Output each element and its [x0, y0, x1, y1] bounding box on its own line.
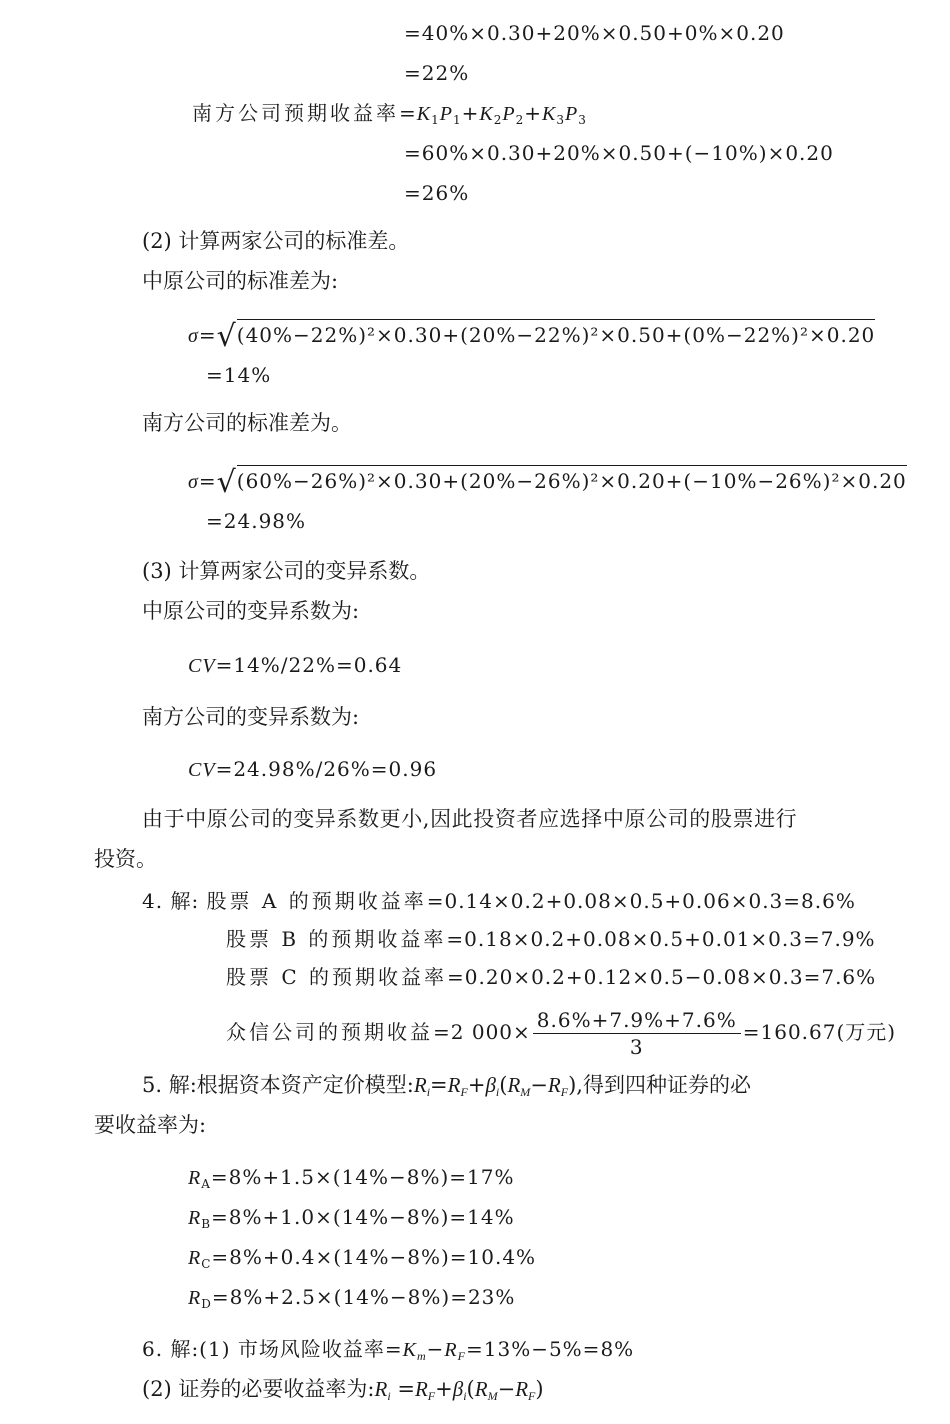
q5-lead: 5. 解:根据资本资产定价模型:	[142, 1073, 414, 1097]
zy-sigma-result: =14%	[206, 363, 272, 387]
q4-lead: 4. 解:	[142, 889, 200, 913]
nf-sigma-result: =24.98%	[206, 509, 307, 533]
nf-calc-values: =60%×0.30+20%×0.50+(−10%)×0.20	[404, 141, 834, 165]
zy-sigma-formula: σ=√(40%−22%)²×0.30+(20%−22%)²×0.50+(0%−22%)²×0.20	[188, 319, 876, 354]
q6-lead: 6. 解:(1) 市场风险收益率	[142, 1337, 385, 1361]
q6-line1	[142, 1334, 634, 1365]
zy-sigma-expr: (40%−22%)²×0.30+(20%−22%)²×0.50+(0%−22%)²×0.20	[237, 319, 876, 350]
q5-capm: $R_i=R_F+\beta_i(R_M-R_F)$	[413, 1073, 577, 1099]
s3-conclusion-line1: 由于中原公司的变异系数更小,因此投资者应选择中原公司的股票进行	[142, 807, 798, 831]
nf-formula-line	[192, 98, 587, 129]
q6-p2: (2) 证券的必要收益率为:	[142, 1377, 375, 1401]
q5-tail: ,得到四种证券的必	[576, 1073, 751, 1097]
nf-expected-return: =26%	[404, 181, 470, 205]
q5-rd: $R_D=8\%+2.5\times(14\%-8\%)=23\%$	[188, 1285, 516, 1311]
q4-line-a	[142, 886, 856, 916]
q6-line2	[142, 1374, 544, 1404]
s2-zy-intro: 中原公司的标准差为:	[142, 269, 339, 293]
q6-p2-formula: $R_i =R_F+\beta_i(R_M-R_F)$	[374, 1377, 544, 1403]
q4-fraction	[533, 1007, 741, 1060]
q4-line-b	[226, 924, 876, 954]
s3-nf-intro: 南方公司的变异系数为:	[142, 705, 360, 729]
s3-heading: (3) 计算两家公司的变异系数。	[142, 559, 431, 583]
q4-c-calc: =0.20×0.2+0.12×0.5−0.08×0.3=7.6%	[447, 965, 877, 989]
q4-b-label: 股票 B 的预期收益率	[226, 927, 447, 951]
q4-a-calc: =0.14×0.2+0.08×0.5+0.06×0.3=8.6%	[426, 889, 856, 913]
zy-calc-values: =40%×0.30+20%×0.50+0%×0.20	[404, 21, 785, 45]
q6-mrp: $=K_m-R_F=13\%-5\%=8\%$	[384, 1337, 635, 1363]
q5-rc: $R_C=8\%+0.4\times(14\%-8\%)=10.4\%$	[188, 1245, 537, 1271]
nf-sigma-expr: (60%−26%)²×0.30+(20%−26%)²×0.20+(−10%−26%)²×0.20	[237, 465, 907, 496]
nf-label: 南方公司预期收益率	[192, 101, 399, 125]
s2-nf-intro: 南方公司的标准差为。	[142, 411, 352, 435]
q4-c-label: 股票 C 的预期收益率	[226, 965, 448, 989]
nf-cv: CV=24.98%/26%=0.96	[188, 757, 438, 781]
zy-expected-return: =22%	[404, 61, 470, 85]
q4-a-label: 股票 A 的预期收益率	[206, 889, 427, 913]
q4-fraction-denominator: 3	[629, 1035, 644, 1059]
q4-fraction-numerator: 8.6%+7.9%+7.6%	[533, 1007, 741, 1034]
s3-conclusion-line2: 投资。	[94, 847, 157, 871]
q5-line1	[142, 1070, 751, 1100]
q4-total-pre: =2 000×	[433, 1020, 531, 1044]
q5-line2: 要收益率为:	[94, 1113, 207, 1137]
nf-sigma-formula: σ=√(60%−26%)²×0.30+(20%−26%)²×0.20+(−10%−26%)²×0.20	[188, 465, 907, 500]
nf-formula: $=K_1P_1+K_2P_2+K_3P_3$	[399, 101, 587, 127]
q4-total-label: 众信公司的预期收益	[226, 1020, 433, 1044]
s2-heading: (2) 计算两家公司的标准差。	[142, 229, 410, 253]
q4-b-calc: =0.18×0.2+0.08×0.5+0.01×0.3=7.9%	[446, 927, 876, 951]
s3-zy-intro: 中原公司的变异系数为:	[142, 599, 360, 623]
q4-line-c	[226, 962, 876, 992]
zy-cv: CV=14%/22%=0.64	[188, 653, 403, 677]
q5-rb: $R_B=8\%+1.0\times(14\%-8\%)=14\%$	[188, 1205, 515, 1231]
q4-total-post: =160.67(万元)	[742, 1020, 897, 1044]
q5-ra: $R_A=8\%+1.5\times(14\%-8\%)=17\%$	[188, 1165, 515, 1191]
q4-total-line	[226, 1004, 896, 1060]
